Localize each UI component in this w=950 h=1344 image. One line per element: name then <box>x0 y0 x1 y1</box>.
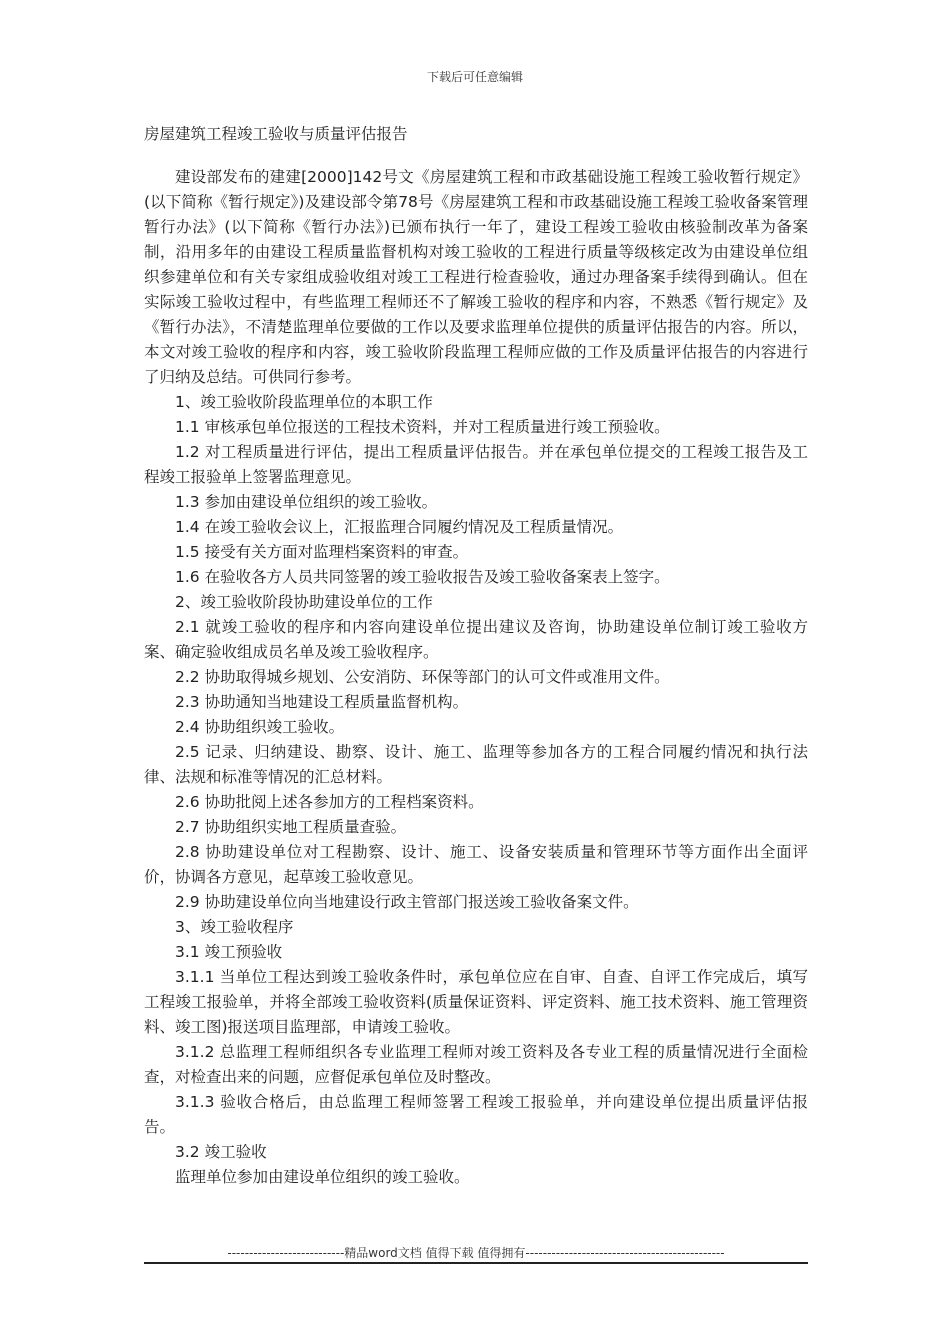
section-heading-2: 2、竣工验收阶段协助建设单位的工作 <box>175 593 433 611</box>
paragraph-2-2: 2.2 协助取得城乡规划、公安消防、环保等部门的认可文件或准用文件。 <box>175 668 670 686</box>
page-header: 下载后可任意编辑 <box>426 70 523 84</box>
paragraph-1-2: 1.2 对工程质量进行评估，提出工程质量评估报告。并在承包单位提交的工程竣工报告及工程竣工报验单上签署监理意见。 <box>144 443 808 486</box>
paragraph-2-4: 2.4 协助组织竣工验收。 <box>175 718 345 736</box>
subsection-heading-3-2: 3.2 竣工验收 <box>175 1143 267 1161</box>
footer-divider <box>144 1262 808 1264</box>
paragraph-2-6: 2.6 协助批阅上述各参加方的工程档案资料。 <box>175 793 484 811</box>
paragraph-1-6: 1.6 在验收各方人员共同签署的竣工验收报告及竣工验收备案表上签字。 <box>175 568 670 586</box>
paragraph-2-5: 2.5 记录、归纳建设、勘察、设计、施工、监理等参加各方的工程合同履约情况和执行法律、法规和标准等情况的汇总材料。 <box>144 743 808 786</box>
document-title: 房屋建筑工程竣工验收与质量评估报告 <box>144 125 408 143</box>
page-footer: ---------------------------精品word文档 值得下载 值得拥有---------------------------------------------- <box>227 1246 725 1260</box>
section-heading-1: 1、竣工验收阶段监理单位的本职工作 <box>175 393 433 411</box>
paragraph-2-7: 2.7 协助组织实地工程质量查验。 <box>175 818 407 836</box>
document-body <box>144 122 808 1190</box>
subsection-heading-3-1: 3.1 竣工预验收 <box>175 943 283 961</box>
section-heading-3: 3、竣工验收程序 <box>175 918 294 936</box>
paragraph-2-3: 2.3 协助通知当地建设工程质量监督机构。 <box>175 693 469 711</box>
paragraph-1-5: 1.5 接受有关方面对监理档案资料的审查。 <box>175 543 469 561</box>
paragraph-3-1-3: 3.1.3 验收合格后，由总监理工程师签署工程竣工报验单，并向建设单位提出质量评估报告。 <box>144 1093 808 1136</box>
paragraph-2-1: 2.1 就竣工验收的程序和内容向建设单位提出建议及咨询，协助建设单位制订竣工验收方案、确定验收组成员名单及竣工验收程序。 <box>144 618 808 661</box>
paragraph-2-8: 2.8 协助建设单位对工程勘察、设计、施工、设备安装质量和管理环节等方面作出全面评价，协调各方意见，起草竣工验收意见。 <box>144 843 808 886</box>
paragraph-1-1: 1.1 审核承包单位报送的工程技术资料，并对工程质量进行竣工预验收。 <box>175 418 670 436</box>
paragraph-2-9: 2.9 协助建设单位向当地建设行政主管部门报送竣工验收备案文件。 <box>175 893 639 911</box>
paragraph-intro: 建设部发布的建建[2000]142号文《房屋建筑工程和市政基础设施工程竣工验收暂行规定》(以下简称《暂行规定》)及建设部令第78号《房屋建筑工程和市政基础设施工程竣工验收备案管理暂行办法》(以下简称《暂行办法》)已颁布执行一年了，建设工程竣工验收由核验制改革为备案制，沿用多年的由建设工程质量监督机构对竣工验收的工程进行质量等级核定改为由建设单位组织参建单位和有关专家组成验收组对竣工工程进行检查验收，通过办理备案手续得到确认。但在实际竣工验收过程中，有些监理工程师还不了解竣工验收的程序和内容，不熟悉《暂行规定》及《暂行办法》，不清楚监理单位要做的工作以及要求监理单位提供的质量评估报告的内容。所以，本文对竣工验收的程序和内容，竣工验收阶段监理工程师应做的工作及质量评估报告的内容进行了归纳及总结。可供同行参考。 <box>144 168 808 386</box>
paragraph-3-1-2: 3.1.2 总监理工程师组织各专业监理工程师对竣工资料及各专业工程的质量情况进行全面检查，对检查出来的问题，应督促承包单位及时整改。 <box>144 1043 808 1086</box>
paragraph-1-4: 1.4 在竣工验收会议上，汇报监理合同履约情况及工程质量情况。 <box>175 518 624 536</box>
paragraph-3-2: 监理单位参加由建设单位组织的竣工验收。 <box>175 1168 470 1186</box>
paragraph-3-1-1: 3.1.1 当单位工程达到竣工验收条件时，承包单位应在自审、自查、自评工作完成后，填写工程竣工报验单，并将全部竣工验收资料(质量保证资料、评定资料、施工技术资料、施工管理资料、竣工图)报送项目监理部，申请竣工验收。 <box>144 968 808 1036</box>
paragraph-1-3: 1.3 参加由建设单位组织的竣工验收。 <box>175 493 438 511</box>
